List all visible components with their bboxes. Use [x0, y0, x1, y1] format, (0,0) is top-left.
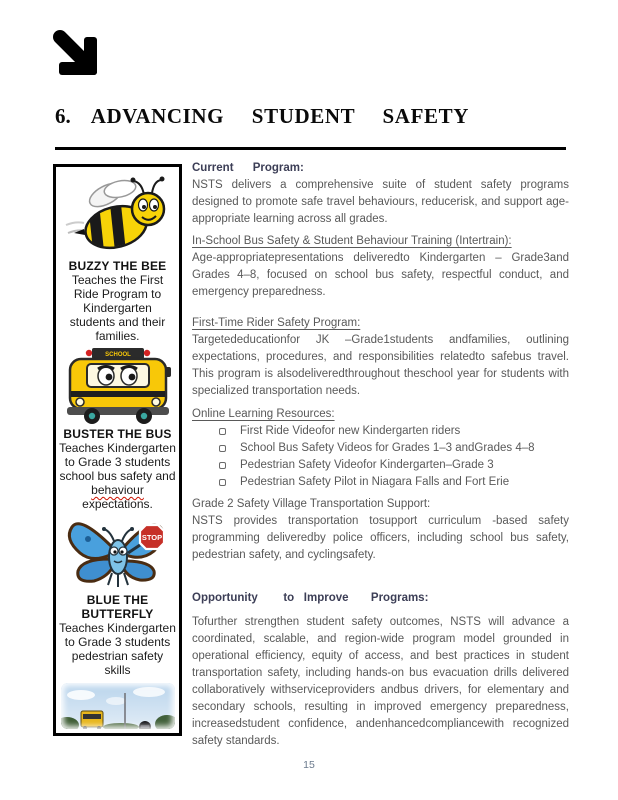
- description-text: expectations.: [82, 497, 153, 511]
- title-divider: [55, 147, 566, 150]
- online-resources-list: [192, 423, 569, 491]
- bullet-icon: [219, 462, 226, 469]
- paragraph-safety-village: NSTS provides transportation tosupport curriculum -based safety programming deliveredby police officers, including school bus safety, pedestrian safety, and cyclingsafety.: [192, 515, 569, 561]
- list-item: [192, 423, 569, 440]
- list-item-text: First Ride Videofor new Kindergarten riders: [240, 425, 461, 437]
- section-number: 6.: [55, 104, 71, 128]
- main-content: [192, 160, 569, 750]
- character-description: Teaches the First Ride Program to Kindergarten students and their families.: [69, 273, 166, 343]
- character-name: BUSTER THE BUS: [63, 427, 172, 441]
- list-item-text: School Bus Safety Videos for Grades 1–3 andGrades 4–8: [240, 442, 535, 454]
- heading-online-resources: Online Learning Resources:: [192, 408, 335, 420]
- paragraph-first-time-rider: Targetededucationfor JK –Grade1students andfamilies, outlining expectations, procedures, and responsibilities relatedto safebus travel. This program is alsodeliveredthroughout theschool year for students with specialized transportation needs.: [192, 334, 569, 397]
- butterfly-illustration-icon: [62, 513, 174, 593]
- bee-illustration-icon: [62, 173, 174, 259]
- description-text: Teaches Kindergarten to Grade 3 students school bus safety and: [59, 441, 176, 483]
- heading-opportunity: Opportunity to Improve Programs:: [192, 592, 429, 604]
- paragraph-intertrain: Age-appropriatepresentations deliveredto Kindergarten – Grade3and Grades 4–8, focused on school bus safety, respectful conduct, and emergency preparedness.: [192, 252, 569, 298]
- heading-current-program: Current Program:: [192, 162, 304, 174]
- character-name: BLUE THE BUTTERFLY: [81, 593, 154, 621]
- misspelled-word: behaviour: [91, 483, 144, 497]
- safety-event-photo: [61, 683, 175, 729]
- list-item: [192, 440, 569, 457]
- svg-text:STOP: STOP: [141, 533, 162, 542]
- section-title-text: ADVANCING STUDENT SAFETY: [90, 104, 469, 128]
- heading-first-time-rider: First-Time Rider Safety Program:: [192, 317, 361, 329]
- bullet-icon: [219, 445, 226, 452]
- character-description: [59, 441, 176, 511]
- safety-characters-sidebar: [53, 164, 182, 736]
- bullet-icon: [219, 428, 226, 435]
- character-card-buzzy: [59, 173, 176, 343]
- heading-intertrain: In-School Bus Safety & Student Behaviour Training (Intertrain):: [192, 235, 512, 247]
- list-item-text: Pedestrian Safety Pilot in Niagara Falls and Fort Erie: [240, 476, 510, 488]
- character-description: Teaches Kindergarten to Grade 3 students pedestrian safety skills: [59, 621, 176, 677]
- character-card-blue: [59, 513, 176, 677]
- page-number: 15: [303, 759, 315, 771]
- page-title: [55, 104, 575, 129]
- list-item: [192, 457, 569, 474]
- school-bus-illustration-icon: [62, 345, 174, 427]
- character-name: BUZZY THE BEE: [68, 259, 167, 273]
- list-item: [192, 474, 569, 491]
- heading-safety-village: Grade 2 Safety Village Transportation Support:: [192, 498, 431, 510]
- school-bus-in-photo: [81, 711, 103, 729]
- svg-text:SCHOOL: SCHOOL: [104, 352, 131, 358]
- southeast-arrow-icon: [50, 28, 102, 82]
- list-item-text: Pedestrian Safety Videofor Kindergarten–Grade 3: [240, 459, 494, 471]
- paragraph-current-program: NSTS delivers a comprehensive suite of student safety programs designed to promote safe travel behaviours, reducerisk, and support age-appropriate learning across all grades.: [192, 179, 569, 225]
- bullet-icon: [219, 479, 226, 486]
- character-card-buster: [59, 345, 176, 511]
- paragraph-opportunity: Tofurther strengthen student safety outcomes, NSTS will advance a coordinated, scalable, and region-wide program model grounded in operational efficiency, equity of access, and best practices in student transportation safety, including hands-on bus evacuation drills delivered collaboratively withserviceproviders andbus drivers, for elementary and secondary schools, resulting in improved emergency preparedness, increasedstudent confidence, andenhancedcompliancewith recognized safety standards.: [192, 616, 569, 747]
